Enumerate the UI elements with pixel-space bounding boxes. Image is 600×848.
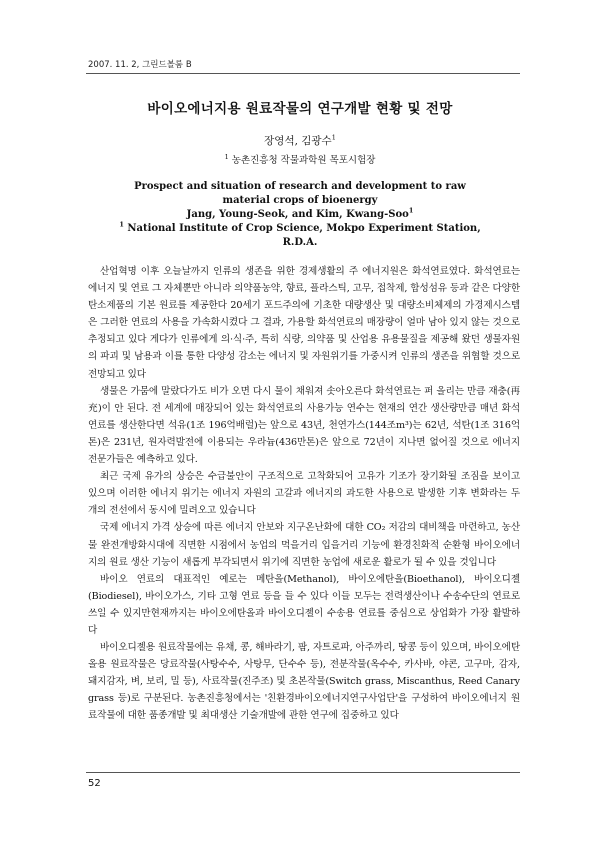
english-header [110,180,490,250]
korean-authors [0,133,600,148]
running-head: 2007. 11. 2, 그린드볼룸 B [88,60,192,70]
english-affiliation-line [110,222,490,250]
header-rule [86,73,520,74]
body-text [88,263,520,725]
english-title: Prospect and situation of research and development to raw material crops of bioenergy [134,181,466,206]
page-number: 52 [88,778,101,789]
paragraph: 산업혁명 이후 오늘날까지 인류의 생존을 위한 경제생활의 주 에너지원은 화석연료였다. 화석연료는 에너지 및 연료 그 자체뿐만 아니라 의약품농약, 향료, 플라스틱, 고무, 접착제, 합성섬유 등과 같은 다양한 탄소제품의 기본 원료를 제공한다 20세기 포드주의에 기초한 대량생산 및 대량소비체제의 가경제시스템은 그러한 연료의 사용을 가속화시켰다 그 결과, 가용할 화석연료의 매장량이 얼마 남아 있지 않는 것으로 추정되고 있다 게다가 인류에게 의·식·주, 특히 식량, 의약품 및 산업용 유용물질을 제공해 왔던 생물자원의 파괴 및 남용과 이를 통한 다양성 감소는 에너지 및 자원위기를 가중시켜 인류의 생존을 위협할 것으로 전망되고 있다 [88,266,520,380]
author-sup: 1 [331,133,336,142]
english-authors: Jang, Young-Seok, and Kim, Kwang-Soo [186,209,409,220]
paper-title: 바이오에너지용 원료작물의 연구개발 현황 및 전망 [147,101,453,117]
author-names: 장영석, 김광수 [264,135,332,147]
paragraph: 최근 국제 유가의 상승은 수급불안이 구조적으로 고착화되어 고유가 기조가 장기화될 조짐을 보이고 있으며 이러한 에너지 위기는 에너지 자원의 고갈과 에너지의 과도한 사용으로 발생한 기후 변화라는 두 개의 전선에서 동시에 밀려오고 있습니다 [88,471,520,517]
korean-affiliation [0,152,600,166]
affil-text: 농촌진흥청 작물과학원 목포시험장 [231,155,376,166]
paragraph: 생물은 가뭄에 말랐다가도 비가 오면 다시 물이 채워져 솟아오른다 화석연료는 퍼 올리는 만큼 재충(再充)이 안 된다. 전 세계에 매장되어 있는 화석연료의 사용가능 연수는 현재의 연간 생산량만큼 매년 화석 연료를 생산한다면 석유(1조 196억배럴)는 앞으로 43년, 천연가스(144조m³)는 62년, 석탄(1조 316억톤)은 231년, 원자력발전에 이용되는 우라늄(436만톤)은 앞으로 72년이 지나면 없어질 것으로 에너지 전문가들은 예측하고 있다. [88,385,520,466]
paragraph: 바이오 연료의 대표적인 예로는 메탄올(Methanol), 바이오에탄올(Bioethanol), 바이오디젤(Biodiesel), 바이오가스, 기타 고형 연료 등을 들 수 있다 이들 모두는 전력생산이나 수송수단의 연료로 쓰일 수 있지만현재까지는 바이오에탄올과 바이오디젤이 수송용 연료를 중심으로 상업화가 가장 활발하다 [88,573,520,636]
english-affiliation: National Institute of Crop Science, Mokpo Experiment Station, R.D.A. [127,223,481,248]
footer-rule [86,772,520,773]
paragraph: 바이오디젤용 원료작물에는 유채, 콩, 해바라기, 팜, 자트로파, 아주까리, 땅콩 등이 있으며, 바이오에탄올용 원료작물은 당료작물(사탕수수, 사탕무, 단수수 등), 전분작물(옥수수, 카사바, 야콘, 고구마, 감자, 돼지감자, 벼, 보리, 밀 등), 사료작물(진주조) 및 초본작물(Switch grass, Miscanthus, Reed Canary grass 등)로 구분된다. 농촌진흥청에서는 '친환경바이오에너지연구사업단'을 구성하여 바이오에너지 원료작물에 대한 품종개발 및 최대생산 기술개발에 관한 연구에 집중하고 있다 [88,642,520,722]
english-authors-sup: 1 [408,206,414,215]
english-authors-line [110,208,490,222]
english-affil-sup: 1 [119,220,124,229]
affil-sup: 1 [224,152,229,161]
paragraph: 국제 에너지 가격 상승에 따른 에너지 안보와 지구온난화에 대한 CO₂ 저감의 대비책을 마련하고, 농산물 완전개방화시대에 직면한 시점에서 농업의 먹을거리 입을거리 기능에 환경친화적 순환형 바이오에너지의 원료 생산 기능이 새롭게 부각되면서 위기에 직면한 농업에 새로운 활로가 될 수 있을 것입니다 [88,522,520,568]
